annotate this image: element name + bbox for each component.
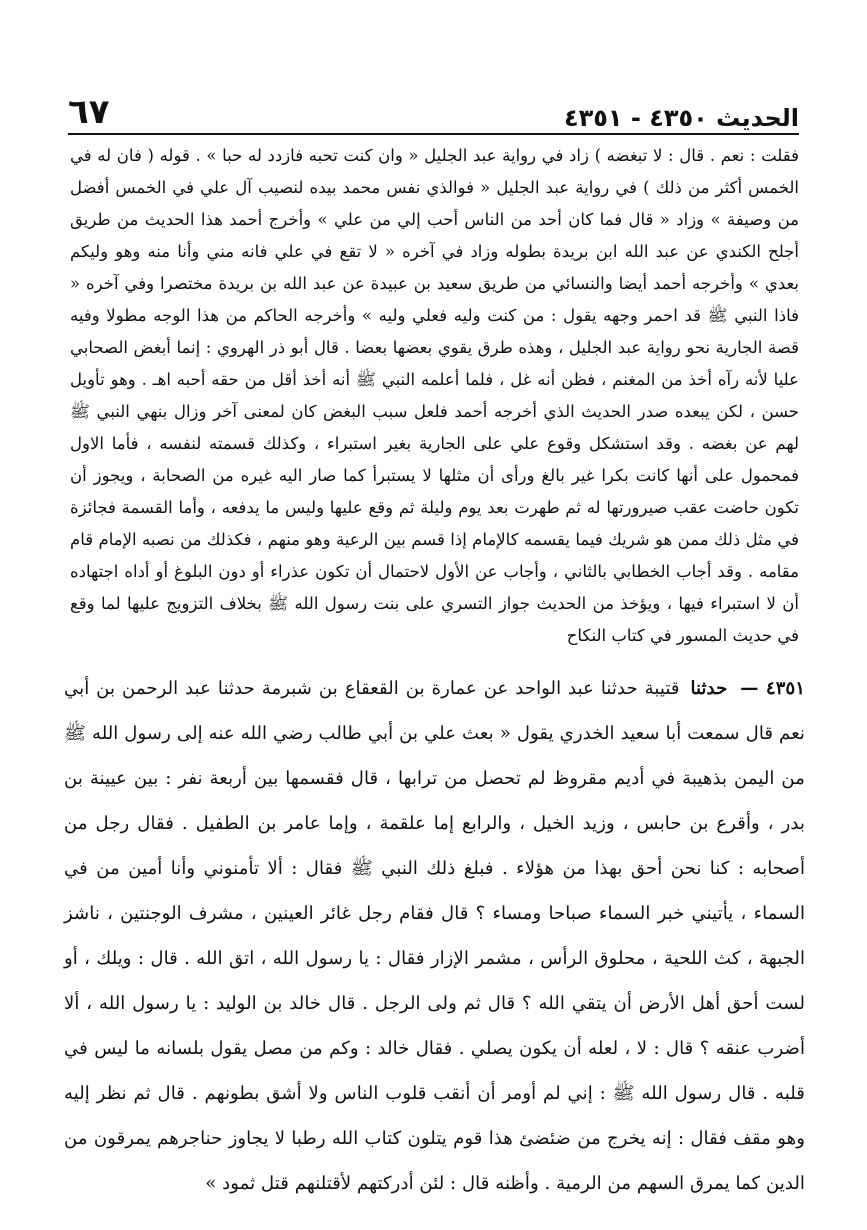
running-title: الحديث ٤٣٥٠ - ٤٣٥١: [563, 104, 799, 132]
page-header: [68, 88, 799, 132]
hadith-text: قتيبة حدثنا عبد الواحد عن عمارة بن القعقاع بن شبرمة حدثنا عبد الرحمن بن أبي نعم قال سمعت أبا سعيد الخدري يقول « بعث علي بن أبي طالب رضي الله عنه إلى رسول الله ﷺ من اليمن بذهيبة في أديم مقروظ لم تحصل من ترابها ، قال فقسمها بين أربعة نفر : بين عيينة بن بدر ، وأقرع بن حابس ، وزيد الخيل ، والرابع إما علقمة ، وإما عامر بن الطفيل . فقال رجل من أصحابه : كنا نحن أحق بهذا من هؤلاء . فبلغ ذلك النبي ﷺ فقال : ألا تأمنوني وأنا أمين من في السماء ، يأتيني خبر السماء صباحا ومساء ؟ قال فقام رجل غائر العينين ، مشرف الوجنتين ، ناشز الجبهة ، كث اللحية ، محلوق الرأس ، مشمر الإزار فقال : يا رسول الله ، اتق الله . قال : ويلك ، أو لست أحق أهل الأرض أن يتقي الله ؟ قال ثم ولى الرجل . قال خالد بن الوليد : يا رسول الله ، ألا أضرب عنقه ؟ قال : لا ، لعله أن يكون يصلي . فقال خالد : وكم من مصل يقول بلسانه ما ليس في قلبه . قال رسول الله ﷺ : إني لم أومر أن أنقب قلوب الناس ولا أشق بطونهم . قال ثم نظر إليه وهو مقف فقال : إنه يخرج من ضئضئ هذا قوم يتلون كتاب الله رطبا لا يجاوز حناجرهم يمرقون من الدين كما يمرق السهم من الرمية . وأظنه قال : لئن أدركتهم لأقتلنهم قتل ثمود »: [64, 678, 805, 1194]
section-separator: [70, 660, 799, 661]
page-number: ٦٧: [68, 92, 110, 132]
commentary-text: فقلت : نعم . قال : لا تبغضه ) زاد في رواية عبد الجليل « وان كنت تحبه فازدد له حبا » . قوله ( فان له في الخمس أكثر من ذلك ) في رواية عبد الجليل « فوالذي نفس محمد بيده لنصيب آل علي في الخمس أفضل من وصيفة » وزاد « قال فما كان أحد من الناس أحب إلي من علي » وأخرج أحمد هذا الحديث من طريق أجلح الكندي عن عبد الله ابن بريدة بطوله وزاد في آخره « لا تقع في علي فانه مني وأنا منه وهو وليكم بعدي » وأخرجه أحمد أيضا والنسائي من طريق سعيد بن عبيدة عن عبد الله بن بريدة مختصرا وفي آخره « فاذا النبي ﷺ قد احمر وجهه يقول : من كنت وليه فعلي وليه » وأخرجه الحاكم من هذا الوجه مطولا وفيه قصة الجارية نحو رواية عبد الجليل ، وهذه طرق يقوي بعضها بعضا . قال أبو ذر الهروي : إنما أبغض الصحابي عليا لأنه رآه أخذ من المغنم ، فظن أنه غل ، فلما أعلمه النبي ﷺ أنه أخذ أقل من حقه أحبه اهـ . وهو تأويل حسن ، لكن يبعده صدر الحديث الذي أخرجه أحمد فلعل سبب البغض كان لمعنى آخر وزال بنهي النبي ﷺ لهم عن بغضه . وقد استشكل وقوع علي على الجارية بغير استبراء ، وكذلك قسمته لنفسه ، فأما الاول فمحمول على أنها كانت بكرا غير بالغ ورأى أن مثلها لا يستبرأ كما صار اليه غيره من الصحابة ، ويجوز أن تكون حاضت عقب صيرورتها له ثم طهرت بعد يوم وليلة ثم وقع عليها وليس ما يدفعه ، وأما القسمة فجائزة في مثل ذلك ممن هو شريك فيما يقسمه كالإمام إذا قسم بين الرعية وهو منهم ، فكذلك من نصبه الإمام قام مقامه . وقد أجاب الخطابي بالثاني ، وأجاب عن الأول لاحتمال أن تكون عذراء أو دون البلوغ أو أداه اجتهاده أن لا استبراء فيها ، ويؤخذ من الحديث جواز التسري على بنت رسول الله ﷺ بخلاف التزويج عليها لما وقع في حديث المسور في كتاب النكاح: [70, 146, 799, 645]
hadith-paragraph: [64, 666, 805, 1206]
header-rule: [68, 133, 799, 135]
hadith-number: ٤٣٥١ —: [740, 678, 805, 699]
hadith-block: [64, 666, 805, 1206]
hadith-opening-word: حدثنا: [690, 678, 728, 699]
commentary-block: [70, 140, 799, 652]
